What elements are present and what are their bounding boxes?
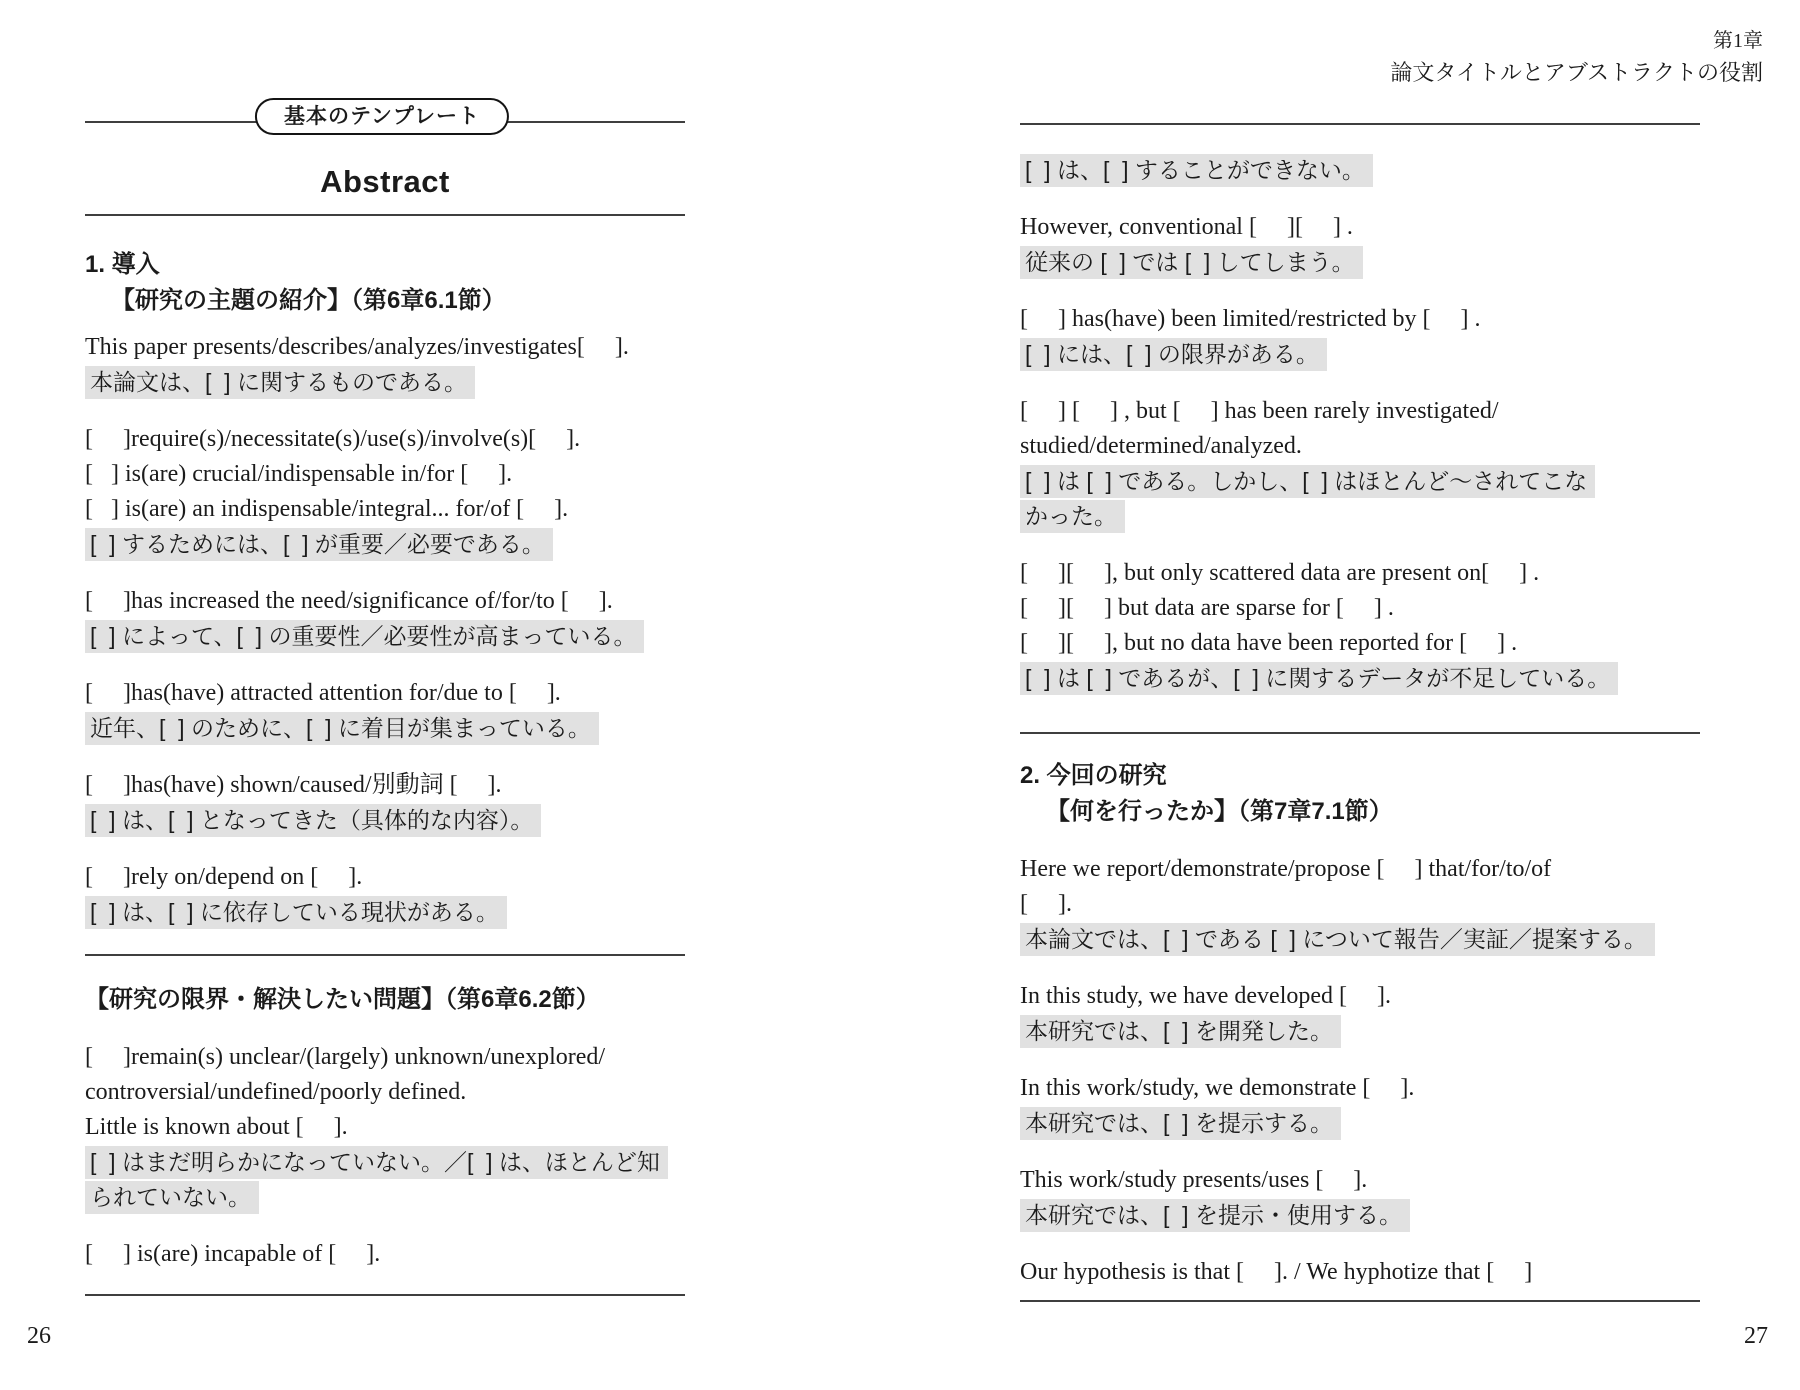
page-left <box>85 98 685 1296</box>
ja-highlight: [ ] はまだ明らかになっていない。／[ ] は、ほとんど知 <box>85 1146 668 1179</box>
ja-highlight: られていない。 <box>85 1181 259 1214</box>
divider-rule <box>85 1294 685 1296</box>
ja-highlight: [ ] するためには、[ ] が重要／必要である。 <box>85 528 553 561</box>
page-number-right: 27 <box>1744 1323 1768 1349</box>
divider-rule <box>1020 732 1700 734</box>
en-template-line: Little is known about [ ]. <box>85 1114 348 1140</box>
en-template-line: [ ]remain(s) unclear/(largely) unknown/unexplored/ <box>85 1044 606 1070</box>
ja-highlight: [ ] は [ ] であるが、[ ] に関するデータが不足している。 <box>1020 662 1618 695</box>
ja-highlight: [ ] は [ ] である。しかし、[ ] はほとんど～されてこな <box>1020 465 1595 498</box>
ja-translation-line <box>1020 245 1700 280</box>
divider-rule <box>1020 1300 1700 1302</box>
template-badge: 基本のテンプレート <box>255 98 509 135</box>
template-blocks-intro <box>85 330 685 930</box>
ja-highlight: [ ] には、[ ] の限界がある。 <box>1020 338 1327 371</box>
section-3-heading: 【何を行ったか】（第7章7.1節） <box>1046 798 1393 825</box>
en-template-line: [ ]has(have) shown/caused/別動詞 [ ]. <box>85 772 502 798</box>
ja-translation-line <box>1020 464 1700 499</box>
en-template-line: This work/study presents/uses [ ]. <box>1020 1167 1368 1193</box>
template-block <box>85 676 685 746</box>
en-template-line: [ ] is(are) an indispensable/integral... for/of [ ]. <box>85 496 569 522</box>
section-1-number: 1. 導入 <box>85 251 160 278</box>
en-template-line: [ ] is(are) crucial/indispensable in/for [ ]. <box>85 461 513 487</box>
en-template-line: controversial/undefined/poorly defined. <box>85 1079 467 1105</box>
template-block <box>85 768 685 838</box>
en-template-line: [ ] [ ] , but [ ] has been rarely investigated/ <box>1020 398 1499 424</box>
ja-translation-line <box>1020 1106 1700 1141</box>
ja-highlight: 本論文では、[ ] である [ ] について報告／実証／提案する。 <box>1020 923 1655 956</box>
en-template-line: [ ] has(have) been limited/restricted by [ ] . <box>1020 306 1481 332</box>
ja-translation-line <box>85 1180 685 1215</box>
ja-translation-line <box>85 619 685 654</box>
en-template-line: Here we report/demonstrate/propose [ ] that/for/to/of <box>1020 856 1552 882</box>
divider-rule <box>1020 123 1700 125</box>
en-template-line: However, conventional [ ][ ] . <box>1020 214 1353 240</box>
section-1-heading-block <box>85 247 685 319</box>
template-block <box>1020 1071 1700 1141</box>
ja-highlight: 本研究では、[ ] を開発した。 <box>1020 1015 1341 1048</box>
ja-highlight: [ ] は、[ ] することができない。 <box>1020 154 1373 187</box>
ja-translation-line <box>85 895 685 930</box>
section-3-number: 2. 今回の研究 <box>1020 762 1167 789</box>
template-block <box>1020 1255 1700 1290</box>
ja-translation-line <box>1020 337 1700 372</box>
ja-highlight: 本研究では、[ ] を提示する。 <box>1020 1107 1341 1140</box>
ja-translation-line <box>85 527 685 562</box>
en-template-line: [ ]has(have) attracted attention for/due to [ ]. <box>85 680 561 706</box>
template-block <box>1020 394 1700 534</box>
divider-rule <box>85 214 685 216</box>
en-template-line: In this study, we have developed [ ]. <box>1020 983 1392 1009</box>
template-block <box>1020 556 1700 696</box>
ja-translation-line <box>1020 1198 1700 1233</box>
template-blocks-this-study <box>1020 852 1700 1290</box>
template-block <box>85 1237 685 1272</box>
template-blocks-limitations-cont <box>1020 153 1700 696</box>
en-template-line: [ ][ ] but data are sparse for [ ] . <box>1020 595 1394 621</box>
en-template-line: [ ]. <box>1020 891 1072 917</box>
en-template-line: [ ][ ], but only scattered data are present on[ ] . <box>1020 560 1540 586</box>
section-1-heading: 【研究の主題の紹介】（第6章6.1節） <box>111 287 506 314</box>
template-badge-row <box>85 98 685 142</box>
ja-highlight: [ ] は、[ ] となってきた（具体的な内容）。 <box>85 804 541 837</box>
template-block <box>85 584 685 654</box>
ja-translation-line <box>85 711 685 746</box>
en-template-line: In this work/study, we demonstrate [ ]. <box>1020 1075 1415 1101</box>
ja-highlight: 従来の [ ] では [ ] してしまう。 <box>1020 246 1363 279</box>
ja-translation-line <box>1020 499 1700 534</box>
ja-highlight: 近年、[ ] のために、[ ] に着目が集まっている。 <box>85 712 599 745</box>
chapter-label: 第1章 <box>1713 30 1763 52</box>
ja-translation-line <box>85 365 685 400</box>
template-block <box>85 422 685 562</box>
template-block <box>1020 210 1700 280</box>
template-block <box>85 330 685 400</box>
en-template-line: [ ]rely on/depend on [ ]. <box>85 864 363 890</box>
en-template-line: This paper presents/describes/analyzes/investigates[ ]. <box>85 334 629 360</box>
abstract-title: Abstract <box>320 164 450 199</box>
ja-highlight: [ ] は、[ ] に依存している現状がある。 <box>85 896 507 929</box>
ja-translation-line <box>1020 153 1700 188</box>
template-block <box>1020 852 1700 957</box>
chapter-title: 論文タイトルとアブストラクトの役割 <box>1390 60 1763 85</box>
en-template-line: [ ]require(s)/necessitate(s)/use(s)/involve(s)[ ]. <box>85 426 581 452</box>
template-block <box>1020 153 1700 188</box>
template-block <box>85 1040 685 1215</box>
ja-highlight: [ ] によって、[ ] の重要性／必要性が高まっている。 <box>85 620 644 653</box>
section-3-heading-block <box>1020 758 1700 830</box>
en-template-line: studied/determined/analyzed. <box>1020 433 1302 459</box>
ja-highlight: かった。 <box>1020 500 1125 533</box>
en-template-line: [ ][ ], but no data have been reported for [ ] . <box>1020 630 1518 656</box>
ja-translation-line <box>85 803 685 838</box>
ja-highlight: 本研究では、[ ] を提示・使用する。 <box>1020 1199 1410 1232</box>
template-block <box>85 860 685 930</box>
template-blocks-limitations <box>85 1040 685 1272</box>
page-number-left: 26 <box>27 1323 51 1349</box>
en-template-line: [ ] is(are) incapable of [ ]. <box>85 1241 381 1267</box>
ja-highlight: 本論文は、[ ] に関するものである。 <box>85 366 475 399</box>
page-right <box>1020 123 1700 1302</box>
chapter-header <box>1390 26 1763 90</box>
template-block <box>1020 302 1700 372</box>
template-block <box>1020 979 1700 1049</box>
section-2-heading: 【研究の限界・解決したい問題】（第6章6.2節） <box>85 986 600 1013</box>
en-template-line: Our hypothesis is that [ ]. / We hyphotize that [ ] <box>1020 1259 1533 1285</box>
divider-rule <box>85 954 685 956</box>
ja-translation-line <box>85 1145 685 1180</box>
template-block <box>1020 1163 1700 1233</box>
en-template-line: [ ]has increased the need/significance of/for/to [ ]. <box>85 588 613 614</box>
ja-translation-line <box>1020 661 1700 696</box>
ja-translation-line <box>1020 1014 1700 1049</box>
ja-translation-line <box>1020 922 1700 957</box>
